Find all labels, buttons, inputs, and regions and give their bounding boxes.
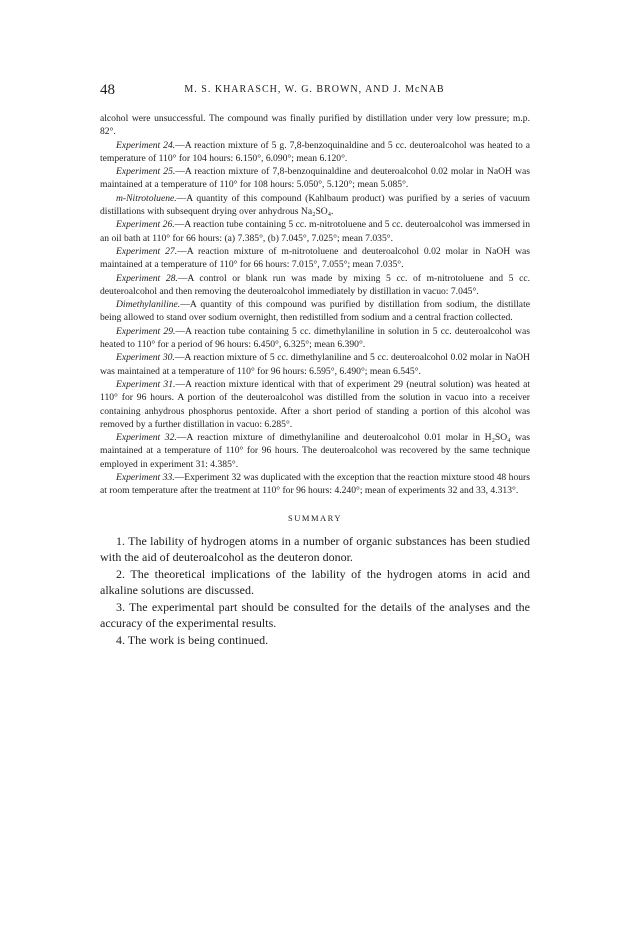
paragraph-text: —A reaction mixture of 5 cc. dimethylaniline and 5 cc. deuteroalcohol 0.02 molar in NaOH was maintained at a temperature of 110° for 96 hours: 6.595°, 6.490°; mean 6.545°. <box>100 352 530 377</box>
paragraph-lead: Dimethylaniline. <box>116 299 181 311</box>
paragraph-lead: Experiment 29. <box>116 325 176 337</box>
paragraph <box>100 431 530 471</box>
summary-item: 1. The lability of hydrogen atoms in a number of organic substances has been studied with the aid of deuteroalcohol as the deuteron donor. <box>100 533 530 565</box>
paragraph-text: —A quantity of this compound was purified by distillation from sodium, the distillate being allowed to stand over sodium overnight, then redistilled from sodium and a central fraction collected. <box>100 299 530 324</box>
paragraph <box>100 298 530 325</box>
paragraph-lead: Experiment 30. <box>116 352 175 364</box>
page-number: 48 <box>100 82 115 98</box>
page-header <box>0 82 629 102</box>
paragraph-text: —Experiment 32 was duplicated with the exception that the reaction mixture stood 48 hours at room temperature after the treatment at 110° for 96 hours: 4.240°; mean of experiments 32 and 33, 4.313°. <box>100 472 530 497</box>
paragraph-lead: Experiment 27. <box>116 245 178 257</box>
paragraph-lead: Experiment 25. <box>116 166 176 178</box>
body-text <box>100 112 530 648</box>
paragraph-lead: Experiment 31. <box>116 378 176 390</box>
paragraph <box>100 165 530 192</box>
paragraph-text: —A reaction mixture of 7,8-benzoquinaldine and deuteroalcohol 0.02 molar in NaOH was maintained at a temperature of 110° for 108 hours: 5.050°, 5.120°; mean 5.085°. <box>100 166 530 191</box>
summary-item: 2. The theoretical implications of the lability of the hydrogen atoms in acid and alkaline solutions are discussed. <box>100 566 530 598</box>
paragraph <box>100 351 530 378</box>
paragraph-lead: Experiment 28. <box>116 272 178 284</box>
running-head: M. S. KHARASCH, W. G. BROWN, AND J. McNAB <box>184 84 445 95</box>
summary-item: 4. The work is being continued. <box>116 632 269 647</box>
paragraph <box>100 112 530 139</box>
paragraph-text: —A reaction mixture of dimethylaniline and deuteroalcohol 0.01 molar in H₂SO₄ was maintained at a temperature of 110° for 96 hours. The deuteroalcohol was recovered by the same technique employed in experiment 31: 4.385°. <box>100 432 530 470</box>
paragraph-lead: Experiment 33. <box>116 472 175 484</box>
paragraph-lead: m-Nitrotoluene. <box>116 192 177 204</box>
paragraph-text: alcohol were unsuccessful. The compound was finally purified by distillation under very low pressure; m.p. 82°. <box>100 113 530 138</box>
paragraph <box>100 139 530 166</box>
paragraph <box>100 325 530 352</box>
paragraph <box>100 245 530 272</box>
paragraph-text: —A quantity of this compound (Kahlbaum product) was purified by a series of vacuum distillations with subsequent drying over anhydrous Na₂SO₄. <box>100 192 530 218</box>
paragraph-text: —A reaction mixture of 5 g. 7,8-benzoquinaldine and 5 cc. deuteroalcohol was heated to a temperature of 110° for 104 hours: 6.150°, 6.090°; mean 6.120°. <box>100 139 530 164</box>
paragraph <box>100 272 530 299</box>
paragraph <box>100 378 530 431</box>
summary-item: 3. The experimental part should be consulted for the details of the analyses and the accuracy of the experimental results. <box>100 599 530 631</box>
paragraph <box>100 471 530 498</box>
paragraph-lead: Experiment 26. <box>116 219 175 231</box>
paragraph-text: —A reaction mixture of m-nitrotoluene and deuteroalcohol 0.02 molar in NaOH was maintained at a temperature of 110° for 66 hours: 7.015°, 7.055°; mean 7.035°. <box>100 245 530 271</box>
paragraph <box>100 218 530 245</box>
paragraph-text: —A reaction tube containing 5 cc. m-nitrotoluene and 5 cc. deuteroalcohol was immersed in an oil bath at 110° for 66 hours: (a) 7.385°, (b) 7.045°, 7.025°; mean 7.035°. <box>100 219 530 244</box>
summary-heading: SUMMARY <box>288 512 342 523</box>
paragraph-lead: Experiment 24. <box>116 139 176 151</box>
paragraph-lead: Experiment 32. <box>116 432 177 444</box>
paragraph-text: —A reaction tube containing 5 cc. dimethylaniline in solution in 5 cc. deuteroalcohol was heated to 110° for a period of 96 hours: 6.450°, 6.325°; mean 6.390°. <box>100 325 530 351</box>
paragraph-text: —A control or blank run was made by mixing 5 cc. of m-nitrotoluene and 5 cc. deuteroalcohol and then removing the deuteroalcohol immediately by distillation in vacuo: 7.045°. <box>100 272 530 297</box>
paragraph <box>100 192 530 219</box>
paragraph-text: —A reaction mixture identical with that of experiment 29 (neutral solution) was heated at 110° for 96 hours. A portion of the deuteroalcohol was distilled from the solution in vacuo into a receiver containing anhydrous phosphorus pentoxide. After a short period of standing a portion of this alcohol was removed by a further distillation in vacuo: 6.285°. <box>100 378 530 430</box>
